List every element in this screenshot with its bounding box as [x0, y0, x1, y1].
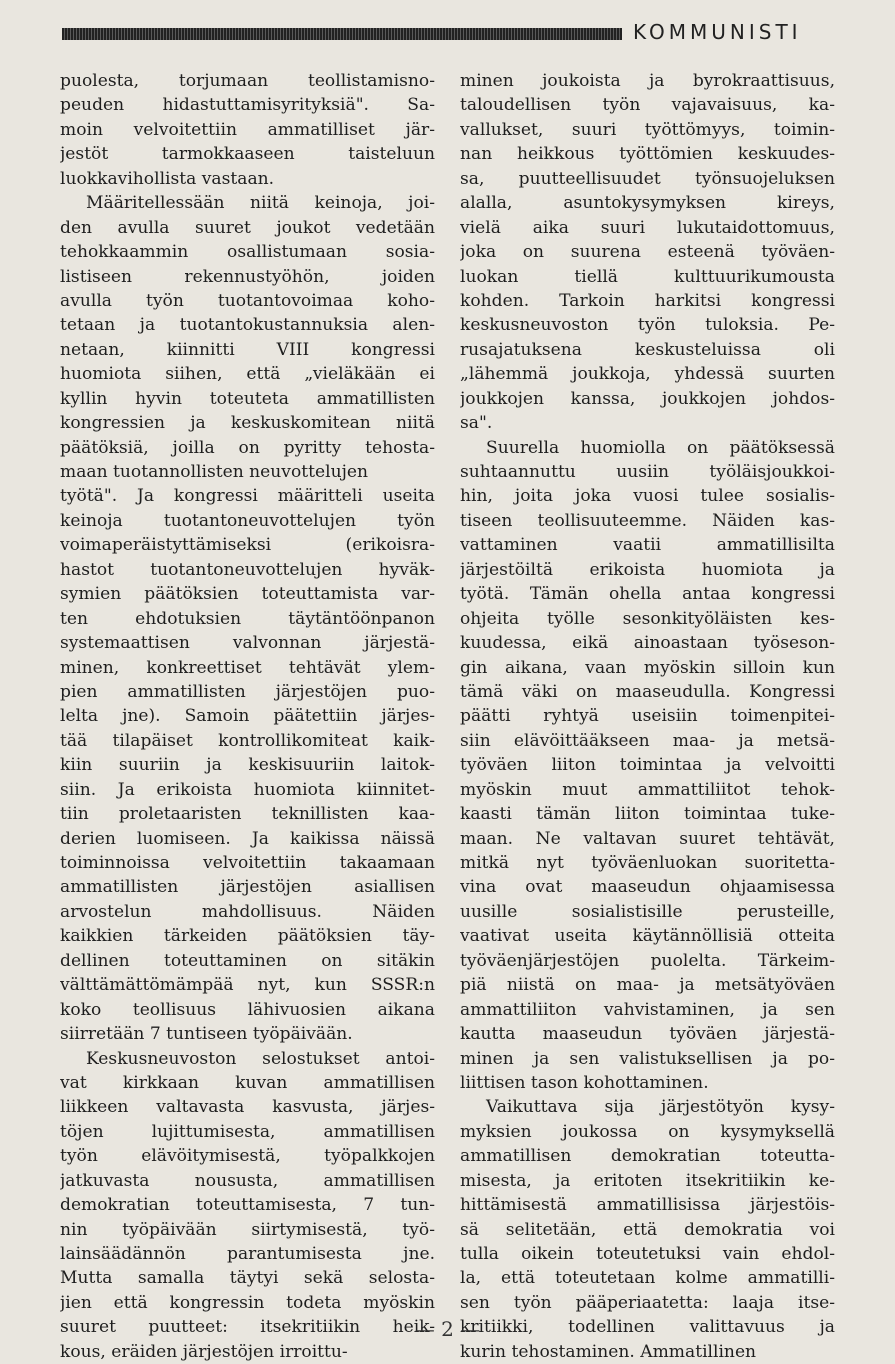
text-line: työtä". Ja kongressi määritteli useita — [60, 486, 435, 507]
text-line: välttämättömämpää nyt, kun SSSR:n — [60, 975, 435, 996]
text-line: maan. Ne valtavan suuret tehtävät, — [460, 828, 835, 849]
text-line: kuudessa, eikä ainoastaan työseson- — [460, 633, 835, 654]
text-line: keskusneuvoston työn tuloksia. Pe- — [460, 315, 835, 336]
text-line: tiseen teollisuuteemme. Näiden kas- — [460, 510, 835, 531]
text-line: ten ehdotuksien täytäntöönpanon — [60, 608, 435, 629]
text-line: ammatillisen demokratian toteutta- — [460, 1146, 835, 1167]
text-line: sa, puutteellisuudet työnsuojeluksen — [460, 168, 835, 189]
text-line: töjen lujittumisesta, ammatillisen — [60, 1121, 435, 1142]
text-line: vaativat useita käytännöllisiä otteita — [460, 926, 835, 947]
text-line: suuret puutteet: itsekritiikin heik- — [60, 1317, 435, 1338]
text-line: työtä. Tämän ohella antaa kongressi — [460, 584, 835, 605]
text-line: voimaperäistyttämiseksi (erikoisra- — [60, 535, 435, 556]
text-line: misesta, ja eritoten itsekritiikin ke- — [460, 1170, 835, 1191]
text-line: työn elävöitymisestä, työpalkkojen — [60, 1146, 435, 1167]
text-line: derien luomiseen. Ja kaikissa näissä — [60, 828, 435, 849]
text-line: Määritellessään niitä keinoja, joi- — [86, 193, 435, 214]
text-line: nan heikkous työttömien keskuudes- — [460, 144, 835, 165]
text-line: puolesta, torjumaan teollistamisno- — [60, 71, 435, 91]
text-line: luokan tiellä kulttuurikumousta — [460, 266, 835, 287]
header-rule — [62, 28, 622, 40]
text-line: toiminnoissa velvoitettiin takaamaan — [60, 853, 435, 873]
text-line: huomiota siihen, että „vieläkään ei — [60, 364, 435, 385]
text-line: ohjeita työlle sesonkityöläisten kes- — [460, 608, 835, 629]
text-line: jatkuvasta noususta, ammatillisen — [60, 1170, 435, 1191]
text-line: siin elävöittääkseen maa- ja metsä- — [460, 730, 835, 751]
text-line: kyllin hyvin toteuteta ammatillisten — [60, 388, 435, 409]
text-line: tulla oikein toteutetuksi vain ehdol- — [460, 1244, 835, 1264]
text-line: sen työn pääperiaatetta: laaja itse- — [460, 1292, 835, 1313]
text-line: työväen liiton toimintaa ja velvoitti — [460, 755, 835, 776]
text-line: systemaattisen valvonnan järjestä- — [60, 633, 435, 654]
text-line: vina ovat maaseudun ohjaamisessa — [460, 877, 835, 898]
page-number: — 2 — — [414, 1317, 481, 1341]
text-line: alalla, asuntokysymyksen kireys, — [460, 193, 835, 214]
text-line: liittisen tason kohottaminen. — [460, 1072, 709, 1093]
text-line: kohden. Tarkoin harkitsi kongressi — [460, 290, 835, 311]
text-line: hastot tuotantoneuvottelujen hyväk- — [60, 559, 435, 580]
text-line: Suurella huomiolla on päätöksessä — [486, 437, 835, 458]
text-line: vielä aika suuri lukutaidottomuus, — [460, 217, 835, 238]
text-line: joukkojen kanssa, joukkojen johdos- — [460, 388, 835, 409]
text-line: tehokkaammin osallistumaan sosia- — [60, 242, 435, 263]
text-line: työväenjärjestöjen puolelta. Tärkeim- — [460, 950, 835, 971]
text-line: lelta jne). Samoin päätettiin järjes- — [60, 706, 435, 727]
text-line: tetaan ja tuotantokustannuksia alen- — [60, 315, 435, 336]
text-line: symien päätöksien toteuttamista var- — [60, 584, 435, 605]
text-line: minen joukoista ja byrokraattisuus, — [460, 71, 835, 91]
text-line: moin velvoitettiin ammatilliset jär- — [60, 119, 435, 140]
text-line: „lähemmä joukkoja, yhdessä suurten — [460, 364, 835, 385]
text-line: hittämisestä ammatillisissa järjestöis- — [460, 1195, 835, 1216]
text-line: kongressien ja keskuskomitean niitä — [60, 413, 435, 434]
text-line: taloudellisen työn vajavaisuus, ka- — [460, 95, 835, 116]
text-line: siin. Ja erikoista huomiota kiinnitet- — [60, 779, 435, 800]
right-text-column — [460, 69, 835, 1364]
text-line: jien että kongressin todeta myöskin — [60, 1292, 435, 1313]
text-line: sä selitetään, että demokratia voi — [460, 1219, 835, 1240]
text-line: minen, konkreettiset tehtävät ylem- — [60, 657, 435, 678]
text-line: tää tilapäiset kontrollikomiteat kaik- — [60, 730, 435, 751]
text-line: hin, joita joka vuosi tulee sosialis- — [460, 486, 835, 507]
text-line: kous, eräiden järjestöjen irroittu- — [60, 1341, 348, 1362]
text-line: la, että toteutetaan kolme ammatilli- — [460, 1268, 835, 1289]
text-line: liikkeen valtavasta kasvusta, järjes- — [60, 1097, 435, 1118]
text-line: listiseen rekennustyöhön, joiden — [60, 266, 435, 287]
text-line: Mutta samalla täytyi sekä selosta- — [60, 1268, 435, 1289]
text-line: netaan, kiinnitti VIII kongressi — [60, 339, 435, 360]
text-line: järjestöiltä erikoista huomiota ja — [460, 559, 835, 580]
text-line: nin työpäivään siirtymisestä, työ- — [60, 1219, 435, 1240]
text-line: ammattiliiton vahvistaminen, ja sen — [460, 999, 835, 1020]
text-line: siirretään 7 tuntiseen työpäivään. — [60, 1024, 353, 1045]
text-line: uusille sosialistisille perusteille, — [460, 901, 835, 922]
text-line: suhtaannuttu uusiin työläisjoukkoi- — [460, 462, 835, 482]
text-line: maan tuotannollisten neuvottelujen — [60, 462, 369, 482]
text-line: vat kirkkaan kuvan ammatillisen — [60, 1072, 435, 1093]
text-line: pien ammatillisten järjestöjen puo- — [60, 681, 435, 702]
text-line: keinoja tuotantoneuvottelujen työn — [60, 510, 435, 531]
text-line: tiin proletaaristen teknillisten kaa- — [60, 804, 435, 825]
text-line: rusajatuksena keskusteluissa oli — [460, 339, 835, 360]
text-line: päätti ryhtyä useisiin toimenpitei- — [460, 706, 835, 727]
text-line: vattaminen vaatii ammatillisilta — [460, 535, 835, 556]
left-text-column — [60, 69, 435, 1364]
text-line: Keskusneuvoston selostukset antoi- — [86, 1048, 435, 1069]
text-line: päätöksiä, joilla on pyritty tehosta- — [60, 437, 435, 458]
text-line: kurin tehostaminen. Ammatillinen — [460, 1341, 757, 1362]
text-line: mitkä nyt työväenluokan suoritetta- — [460, 853, 835, 873]
text-line: kiin suuriin ja keskisuuriin laitok- — [60, 755, 435, 776]
text-line: den avulla suuret joukot vedetään — [60, 217, 435, 238]
text-line: lainsäädännön parantumisesta jne. — [60, 1244, 435, 1264]
text-line: peuden hidastuttamisyrityksiä". Sa- — [60, 95, 435, 116]
text-line: sa". — [460, 413, 493, 434]
text-line: joka on suurena esteenä työväen- — [460, 242, 835, 263]
text-line: piä niistä on maa- ja metsätyöväen — [460, 975, 835, 996]
text-line: myksien joukossa on kysymyksellä — [460, 1121, 835, 1142]
text-line: arvostelun mahdollisuus. Näiden — [60, 901, 435, 922]
text-line: demokratian toteuttamisesta, 7 tun- — [60, 1195, 435, 1216]
text-line: kaasti tämän liiton toimintaa tuke- — [460, 804, 835, 825]
text-line: tämä väki on maaseudulla. Kongressi — [460, 681, 835, 702]
text-line: Vaikuttava sija järjestötyön kysy- — [486, 1097, 835, 1118]
text-line: kritiikki, todellinen valittavuus ja — [460, 1317, 835, 1338]
text-line: myöskin muut ammattiliitot tehok- — [460, 779, 835, 800]
text-line: luokkavihollista vastaan. — [60, 168, 275, 189]
text-line: ammatillisten järjestöjen asiallisen — [60, 877, 435, 898]
text-line: minen ja sen valistuksellisen ja po- — [460, 1048, 835, 1069]
text-line: avulla työn tuotantovoimaa koho- — [60, 290, 435, 311]
text-line: vallukset, suuri työttömyys, toimin- — [460, 119, 835, 140]
text-line: gin aikana, vaan myöskin silloin kun — [460, 657, 835, 678]
text-line: koko teollisuus lähivuosien aikana — [60, 999, 435, 1020]
journal-title: KOMMUNISTI — [633, 20, 802, 44]
text-line: kaikkien tärkeiden päätöksien täy- — [60, 926, 435, 947]
text-line: dellinen toteuttaminen on sitäkin — [60, 950, 435, 971]
text-line: kautta maaseudun työväen järjestä- — [460, 1024, 835, 1045]
text-line: jestöt tarmokkaaseen taisteluun — [60, 144, 435, 165]
